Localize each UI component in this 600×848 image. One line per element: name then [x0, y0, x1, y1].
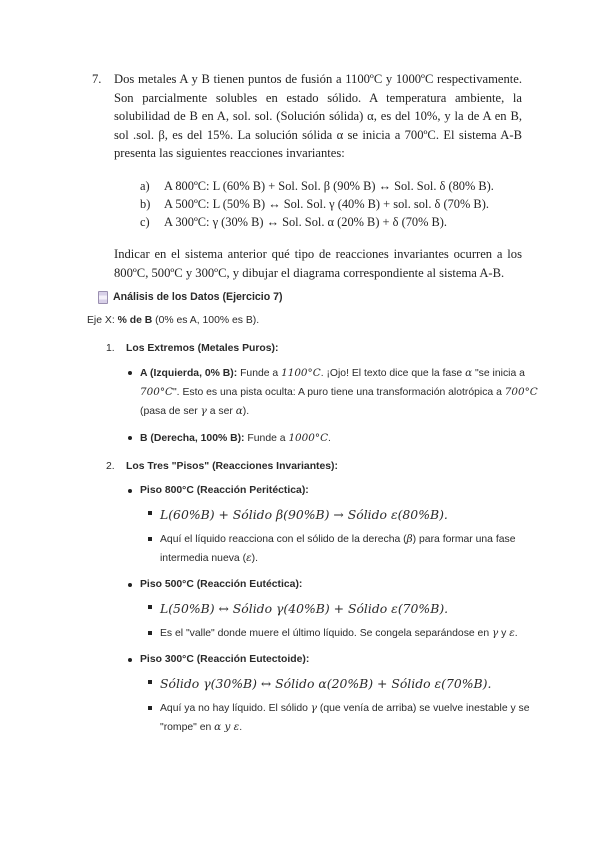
item-label: B (Derecha, 100% B):: [140, 433, 245, 444]
math-inline: α: [465, 367, 473, 379]
reaction-label: c): [140, 214, 150, 229]
item-text: a ser: [206, 406, 236, 417]
floor-note: [160, 624, 560, 643]
list-item: [140, 429, 560, 448]
math-inline: γ: [310, 702, 317, 714]
problem-statement: Dos metales A y B tienen puntos de fusión a 1100ºC y 1000ºC respectivamente. Son parcialmente solubles en estado sólido. A temperatura ambiente, la solubilidad de B en A, sol. sol. (Solución sólida) α, es del 10%, y la de A en B, sol .sol. β, es del 15%. La solución sólida α se inicia a 700ºC. El sistema A-B presenta las siguientes reacciones invariantes:: [114, 72, 522, 161]
reaction-text: A 500ºC: L (50% B) ↔ Sol. Sol. γ (40% B) + sol. sol. δ (70% B).: [164, 196, 489, 211]
section-heading: [106, 340, 560, 358]
section-heading: [106, 458, 560, 476]
math-inline: ε: [509, 627, 515, 639]
section-number: 2.: [106, 461, 115, 472]
axis-range: (0% es A, 100% es B).: [152, 315, 260, 326]
analysis-title: [98, 288, 560, 306]
reaction-label: a): [140, 178, 150, 193]
item-text: ).: [242, 406, 250, 417]
item-text: (pasa de ser: [140, 406, 201, 417]
floor-heading: Piso 300°C (Reacción Eutectoide):: [140, 651, 560, 669]
list-item: [140, 364, 560, 421]
math-inline: 700°C: [504, 386, 538, 398]
reaction-list: [92, 177, 522, 231]
math-inline: γ: [200, 405, 207, 417]
reaction-text: A 300ºC: γ (30% B) ↔ Sol. Sol. α (20% B) + δ (70% B).: [164, 214, 447, 229]
reaction-label: b): [140, 196, 151, 211]
item-text: .: [328, 433, 331, 444]
equation: L(60%B) + Sólido β(90%B) → Sólido ε(80%B).: [160, 504, 560, 526]
math-inline: β: [406, 533, 413, 545]
problem-number: 7.: [92, 72, 102, 86]
floor-heading: Piso 500°C (Reacción Eutéctica):: [140, 576, 560, 594]
item-text: Funde a: [244, 433, 289, 444]
floor-note: [160, 530, 560, 568]
analysis-title-text: Análisis de los Datos (Ejercicio 7): [113, 291, 283, 303]
axis-variable: % de B: [117, 315, 153, 326]
note-text: (que venía de arriba) se vuelve inestable y se "rompe" en: [160, 703, 530, 733]
problem-question: Indicar en el sistema anterior qué tipo de reacciones invariantes ocurren a los 800ºC, 500ºC y 300ºC, y dibujar el diagrama correspondiente al sistema A-B.: [114, 246, 522, 280]
item-text: ". Esto es una pista oculta: A puro tiene una transformación alotrópica a: [172, 387, 505, 398]
item-text: Funde a: [237, 368, 282, 379]
problem-block: [92, 70, 522, 282]
section-title: Los Extremos (Metales Puros):: [126, 343, 279, 354]
floor-heading: Piso 800°C (Reacción Peritéctica):: [140, 482, 560, 500]
note-text: .: [239, 722, 243, 733]
math-inline: 1100°C: [281, 367, 321, 379]
math-inline: 1000°C: [288, 432, 329, 444]
note-text: ).: [251, 553, 258, 564]
reaction-item: [140, 213, 522, 231]
note-text: Aquí ya no hay líquido. El sólido: [160, 703, 311, 714]
section-title: Los Tres "Pisos" (Reacciones Invariantes):: [126, 461, 338, 472]
item-label: A (Izquierda, 0% B):: [140, 368, 238, 379]
note-text: Aquí el líquido reacciona con el sólido de la derecha (: [160, 534, 407, 545]
math-inline: α: [235, 405, 243, 417]
item-text: "se inicia a: [472, 368, 525, 379]
math-inline: ε: [246, 552, 252, 564]
note-text: y: [498, 628, 510, 639]
equation: Sólido γ(30%B) ↔ Sólido α(20%B) + Sólido ε(70%B).: [160, 673, 560, 695]
scroll-icon: [98, 291, 108, 304]
reaction-item: [140, 195, 522, 213]
item-text: . ¡Ojo! El texto dice que la fase: [320, 368, 466, 379]
math-inline: 700°C: [140, 386, 173, 398]
note-text: ) para formar una fase intermedia nueva (: [160, 534, 516, 564]
equation: L(50%B) ↔ Sólido γ(40%B) + Sólido ε(70%B).: [160, 598, 560, 620]
axis-definition: [87, 312, 560, 330]
axis-prefix: Eje X:: [87, 315, 118, 326]
note-text: Es el "valle" donde muere el último líquido. Se congela separándose en: [160, 628, 493, 639]
reaction-item: [140, 177, 522, 195]
floor-note: [160, 699, 560, 737]
math-inline: α y ε: [214, 721, 240, 733]
note-text: .: [514, 628, 518, 639]
analysis-block: [87, 288, 560, 737]
section-number: 1.: [106, 343, 115, 354]
math-inline: γ: [492, 627, 499, 639]
reaction-text: A 800ºC: L (60% B) + Sol. Sol. β (90% B) ↔ Sol. Sol. δ (80% B).: [164, 178, 494, 193]
